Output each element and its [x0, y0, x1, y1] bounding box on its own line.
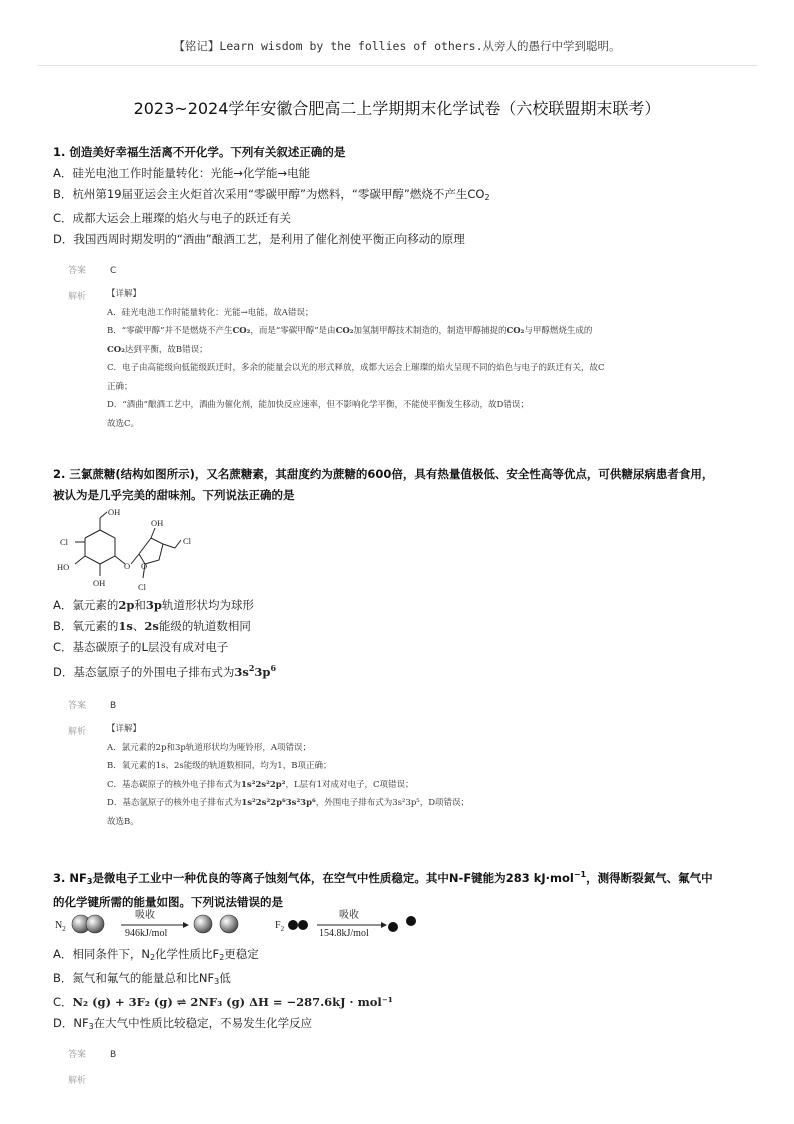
answer-label: 答案: [68, 1050, 87, 1060]
answer-row: [68, 698, 116, 711]
question-stem: 1. 创造美好幸福生活离不开化学。下列有关叙述正确的是: [53, 145, 346, 159]
bond-energy-figure: [55, 906, 425, 942]
answer-row: [68, 1047, 116, 1060]
option-b: [53, 616, 276, 637]
question-stem: 被认为是几乎完美的甜味剂。下列说法正确的是: [53, 488, 295, 502]
question-2-options: [53, 595, 276, 683]
answer-row: [68, 263, 116, 276]
text: ，测得断裂氮气、氟气中: [586, 871, 713, 885]
energy-label: 154.8kJ/mol: [319, 928, 369, 939]
n2-label: $N_2$: [55, 920, 66, 933]
explanation-label-row: [68, 289, 110, 302]
superscript: 6: [270, 663, 277, 673]
option-a: [53, 595, 276, 616]
explanation-1: [107, 285, 737, 433]
option-d: D．我国西周时期发明的“酒曲”酿酒工艺，是利用了催化剂使平衡正向移动的原理: [53, 232, 465, 246]
atom-label: Cl: [183, 536, 192, 546]
text: 轨道形状均为球形: [161, 598, 254, 612]
explanation-line: B．氧元素的1s、2s能级的轨道数相同，均为1，B项正确；: [107, 761, 332, 771]
atom-label: Cl: [138, 582, 147, 592]
explanation-2: [107, 720, 737, 831]
motto-header: 【铭记】Learn wisdom by the follies of others.从旁人的愚行中学到聪明。: [173, 39, 621, 53]
text: 化学性质比F: [155, 947, 220, 961]
text: A．相同条件下，N: [53, 947, 150, 961]
option-c: C．成都大运会上璀璨的焰火与电子的跃迁有关: [53, 211, 292, 225]
question-stem: 3. $NF_3$是微电子工业中一种优良的等离子蚀刻气体，在空气中性质稳定。其中N-F键能为283 kJ·mol$^{-1}$，测得断裂氮气、氟气中: [53, 870, 713, 886]
atom-label: OH: [151, 518, 164, 528]
energy-label: 946kJ/mol: [125, 928, 168, 939]
explanation-line: [107, 794, 737, 813]
explanation-line: 故选B。: [107, 816, 139, 827]
question-1: [53, 142, 490, 250]
superscript: 2: [248, 663, 255, 673]
answer-label: 答案: [68, 266, 87, 276]
explanation-line: 正确；: [107, 381, 133, 392]
text: C．: [53, 995, 73, 1009]
option-text: B．杭州第19届亚运会主火炬首次采用“零碳甲醇”为燃料，“零碳甲醇”燃烧不产生CO: [53, 187, 485, 201]
answer-label: 答案: [68, 701, 87, 711]
text: 是微电子工业中一种优良的等离子蚀刻气体，在空气中性质稳定。其中N-F键能为: [92, 871, 506, 885]
text: D．基态氩原子的核外电子排布式为: [107, 798, 242, 808]
math: 2p: [118, 598, 135, 612]
text: 达到平衡，故B错误；: [124, 344, 208, 355]
equation: N₂ (g) + 3F₂ (g) ⇌ 2NF₃ (g) ΔH = −287.6kJ · mol⁻¹: [72, 995, 393, 1009]
question-stem: 2. 三氯蔗糖(结构如图所示)，又名蔗糖素，其甜度约为蔗糖的600倍，具有热量值极低、安全性高等优点，可供糖尿病患者食用，: [53, 467, 714, 481]
text: 低: [219, 971, 231, 985]
atom-label: OH: [93, 578, 106, 588]
formula: 1s²2s²2p²: [241, 779, 286, 790]
option-a: A．相同条件下，$N_2$化学性质比$F_2$更稳定: [53, 947, 259, 962]
explanation-label-row: [68, 724, 110, 737]
f2-label: $F_2$: [275, 920, 285, 933]
option-c: C．基态碳原子的L层没有成对电子: [53, 640, 229, 654]
formula: CO₂: [506, 326, 525, 336]
formula: CO₂: [335, 326, 354, 336]
explanation-line: C．电子由高能级向低能级跃迁时，多余的能量会以光的形式释放，成都大运会上璀璨的焰火呈现不同的焰色与电子的跃迁有关，故C: [107, 363, 605, 373]
atom-label: OH: [108, 508, 121, 517]
option-b: [53, 184, 490, 208]
detail-tag: 【详解】: [107, 289, 142, 299]
option-a: A．硅光电池工作时能量转化：光能→化学能→电能: [53, 166, 311, 180]
text: 更稳定: [224, 947, 259, 961]
absorb-label: 吸收: [135, 910, 155, 921]
explanation-line: [107, 322, 737, 341]
atom-label: O: [124, 561, 131, 571]
text: B．氮气和氟气的能量总和比NF: [53, 971, 215, 985]
math: 3s: [234, 665, 249, 679]
text: 能级的轨道数相同: [158, 619, 251, 633]
explanation-line: [107, 341, 737, 360]
explanation-label: 解析: [68, 727, 87, 737]
text: 、: [132, 619, 145, 633]
text: ，L层有1对成对电子，C项错误；: [285, 779, 414, 790]
absorb-label: 吸收: [339, 910, 359, 921]
text: D．基态氩原子的外围电子排布式为: [53, 665, 235, 679]
explanation-line: A．氯元素的2p和3p轨道形状均为哑铃形，A项错误；: [107, 742, 311, 753]
atom-label: Cl: [60, 537, 69, 547]
atom-label: HO: [57, 562, 70, 572]
explanation-line: 故选C。: [107, 418, 140, 429]
text: 加氢制甲醇技术制造的，制造甲醇捕捉的: [353, 326, 507, 336]
math: 1s: [118, 619, 133, 633]
explanation-line: D．“酒曲”酿酒工艺中，酒曲为催化剂，能加快反应速率，但不影响化学平衡，不能使平衡发生移动，故D错误；: [107, 400, 529, 410]
explanation-label: 解析: [68, 292, 87, 302]
paper-title: 2023~2024学年安徽合肥高二上学期期末化学试卷（六校联盟期末联考）: [133, 99, 661, 118]
text: 和: [134, 598, 146, 612]
text: B．氧元素的: [53, 619, 119, 633]
text: 在大气中性质比较稳定，不易发生化学反应: [93, 1016, 313, 1030]
text: ，而是“零碳甲醇”是由: [250, 326, 336, 336]
math: 2s: [144, 619, 159, 633]
option-d: D．$NF_3$在大气中性质比较稳定，不易发生化学反应: [53, 1016, 313, 1031]
explanation-label: 解析: [68, 1076, 87, 1086]
option-d: [53, 658, 276, 683]
option-b: B．氮气和氟气的能量总和比$NF_3$低: [53, 971, 231, 986]
formula: 1s²2s²2p⁶3s²3p⁶: [241, 798, 316, 808]
question-3-options: [53, 944, 393, 1037]
sucralose-structure: [55, 508, 205, 598]
text: A．氯元素的: [53, 598, 119, 612]
text: D．NF: [53, 1016, 89, 1030]
text: 283 kJ·mol: [505, 871, 574, 885]
math: 3p: [254, 665, 271, 679]
text: C．基态碳原子的核外电子排布式为: [107, 779, 242, 790]
question-2: [53, 464, 713, 506]
explanation-label-row: [68, 1073, 110, 1086]
math: 3p: [145, 598, 162, 612]
text: 3. NF: [53, 871, 87, 885]
text: B．“零碳甲醇”并不是燃烧不产生: [107, 326, 233, 336]
option-c: [53, 992, 393, 1013]
explanation-line: [107, 776, 737, 795]
text: 与甲醇燃烧生成的: [524, 326, 593, 336]
answer-value: B: [110, 1050, 117, 1060]
question-stem: 的化学键所需的能量如图。下列说法错误的是: [53, 895, 283, 909]
header-divider: [38, 65, 758, 66]
text: ，外围电子排布式为3s²3p⁵，D项错误；: [315, 798, 470, 808]
answer-value: B: [110, 701, 117, 711]
explanation-line: A．硅光电池工作时能量转化：光能→电能，故A错误；: [107, 307, 314, 318]
subscript: 2: [484, 193, 490, 202]
formula: CO₂: [107, 344, 125, 355]
formula: CO₂: [232, 326, 251, 336]
answer-value: C: [110, 266, 117, 276]
atom-label: O: [141, 561, 148, 571]
detail-tag: 【详解】: [107, 724, 142, 734]
